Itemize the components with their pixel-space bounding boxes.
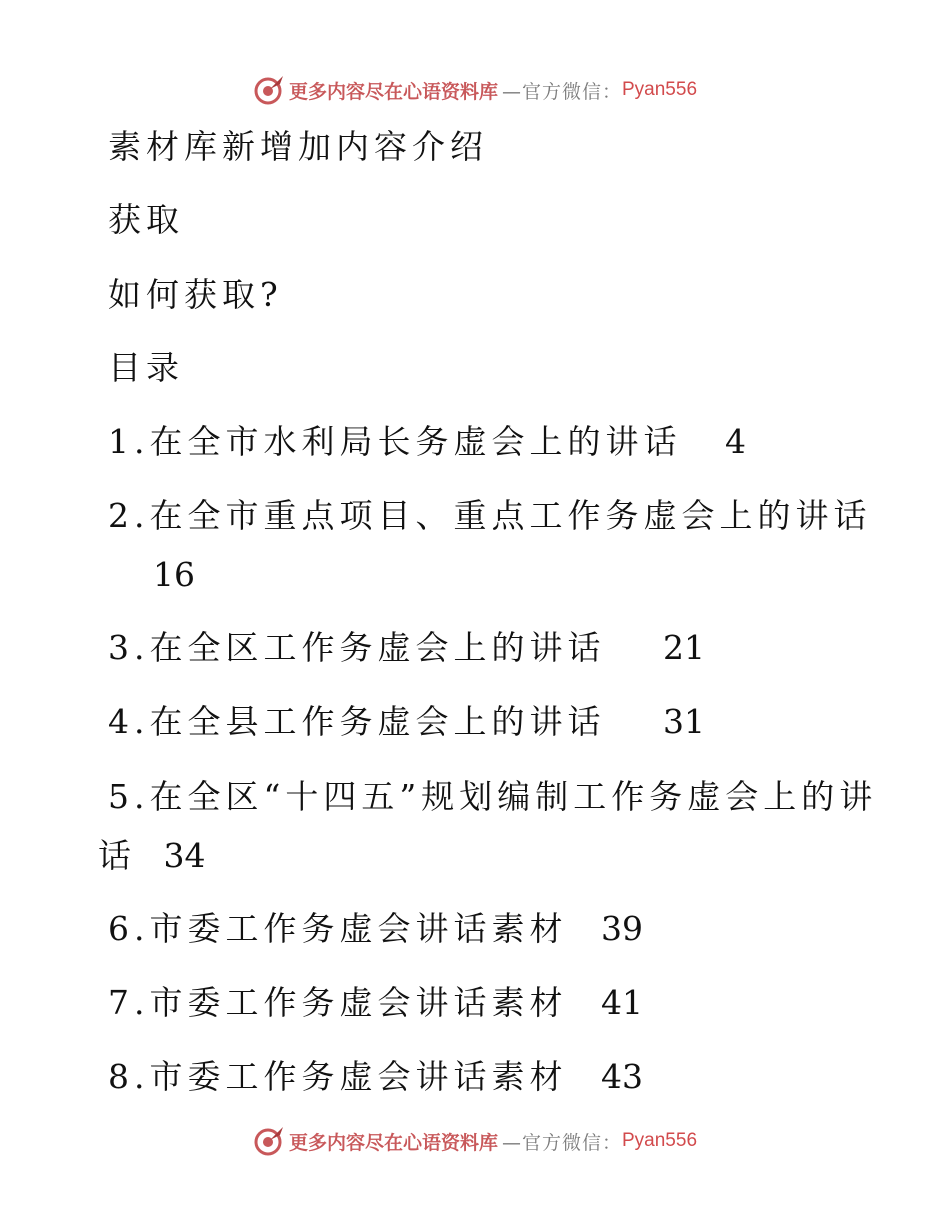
intro-line: 素材库新增加内容介绍 [108,127,488,166]
watermark-sub-text: —官方微信： [501,1131,622,1154]
toc-item-page: 43 [601,1057,643,1096]
quill-logo-icon [253,1125,285,1157]
toc-item-5 [108,777,877,817]
toc-item-8 [108,1057,643,1097]
quill-logo-icon [253,74,285,106]
toc-heading: 目录 [108,348,184,387]
toc-item-7 [108,983,643,1023]
toc-item-page: 21 [663,628,705,667]
toc-item-3 [108,628,705,668]
toc-item-4 [108,702,705,742]
toc-item-label: 2.在全市重点项目、重点工作务虚会上的讲话 [108,496,872,535]
watermark-wechat-id: Pyan556 [622,79,698,100]
toc-item-label: 3.在全区工作务虚会上的讲话 [108,628,606,667]
toc-item-5-continuation [98,836,206,876]
toc-item-page: 34 [163,836,206,875]
obtain-line: 获取 [108,200,184,239]
toc-item-1 [108,422,746,462]
how-to-obtain-line: 如何获取? [108,275,283,314]
toc-item-label-continuation: 话 [98,836,136,875]
watermark-sub-text: —官方微信： [501,80,622,103]
toc-item-label: 5.在全区“十四五”规划编制工作务虚会上的讲 [108,777,878,816]
header-watermark [0,70,950,110]
watermark-main-text: 更多内容尽在心语资料库 [288,1131,498,1154]
toc-item-page: 16 [153,555,195,594]
toc-item-label: 1.在全市水利局长务虚会上的讲话 [108,422,682,461]
watermark-wechat-id: Pyan556 [622,1130,698,1151]
toc-item-label: 4.在全县工作务虚会上的讲话 [108,702,606,741]
toc-item-6 [108,909,643,949]
toc-item-page: 39 [601,909,643,948]
toc-item-page: 41 [601,983,643,1022]
toc-item-label: 6.市委工作务虚会讲话素材 [108,909,568,948]
toc-item-page: 31 [663,702,705,741]
toc-item-2 [108,496,872,536]
toc-item-page: 4 [725,422,746,461]
footer-watermark [0,1121,950,1161]
watermark-main-text: 更多内容尽在心语资料库 [288,80,498,103]
toc-item-label: 8.市委工作务虚会讲话素材 [108,1057,568,1096]
toc-item-label: 7.市委工作务虚会讲话素材 [108,983,568,1022]
